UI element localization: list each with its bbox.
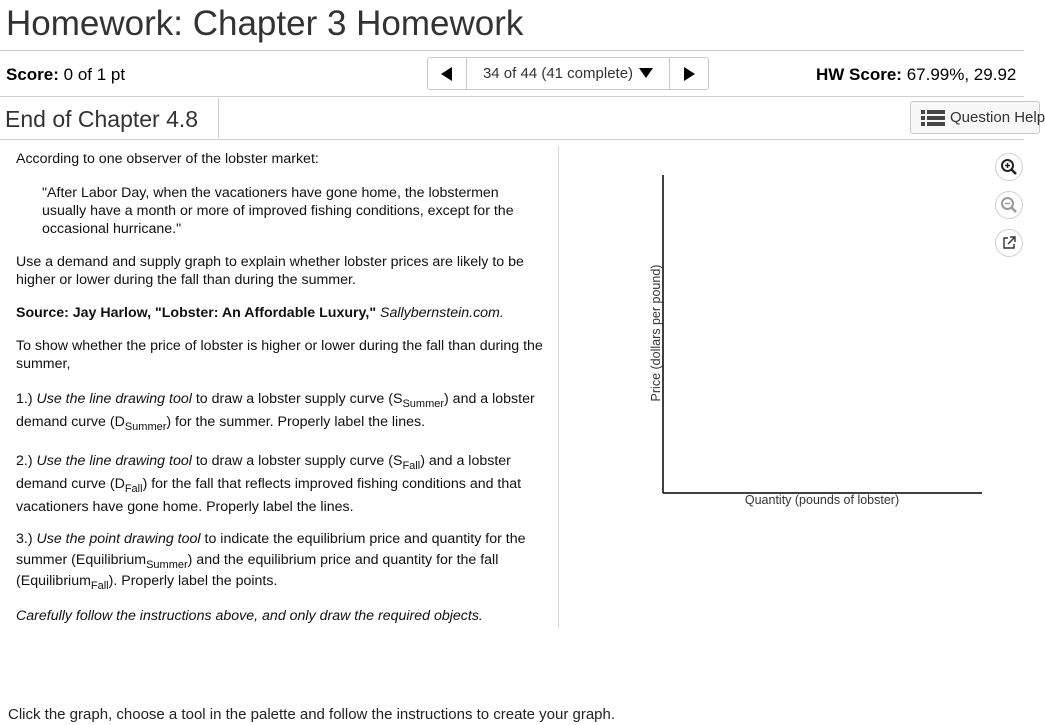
- zoom-out-icon: [1000, 196, 1018, 214]
- question-quote: "After Labor Day, when the vacationers have gone home, the lobstermen usually have a month or more of improved fishing conditions, except for the occasional hurricane.": [42, 185, 514, 237]
- zoom-in-button[interactable]: [995, 153, 1023, 181]
- question-intro: According to one observer of the lobster market:: [16, 151, 319, 167]
- show-text: To show whether the price of lobster is higher or lower during the fall than during the summer,: [16, 338, 543, 372]
- step-2-sub-a: Fall: [402, 460, 421, 472]
- hw-score: [816, 64, 1016, 86]
- step-1-sub-a: Summer: [402, 398, 445, 410]
- step-3-number: 3.): [16, 531, 33, 547]
- source-site: Sallybernstein.com.: [380, 305, 504, 321]
- step-1: [16, 388, 544, 434]
- step-1-text-c: ) for the summer. Properly label the lines.: [166, 414, 426, 430]
- step-3-tool: Use the point drawing tool: [36, 531, 201, 547]
- score-label: Score:: [6, 65, 59, 84]
- previous-question-button[interactable]: [428, 58, 467, 89]
- graph-instructions: Click the graph, choose a tool in the palette and follow the instructions to create your graph.: [8, 706, 616, 723]
- source-label: Source: Jay Harlow, "Lobster: An Affordable Luxury,": [16, 305, 377, 321]
- next-question-button[interactable]: [669, 58, 708, 89]
- step-3-text-c: ). Properly label the points.: [108, 573, 278, 589]
- subheader-divider: [0, 96, 1024, 97]
- step-1-tool: Use the line drawing tool: [36, 391, 192, 407]
- step-3-sub-b: Fall: [90, 580, 109, 592]
- list-icon: [921, 109, 945, 127]
- step-3-sub-a: Summer: [146, 559, 188, 571]
- y-axis-label: Price (dollars per pound): [649, 264, 663, 402]
- step-1-number: 1.): [16, 391, 33, 407]
- zoom-in-icon: [1000, 158, 1018, 176]
- step-2-text-c: ) for the fall that reflects improved fishing conditions and that vacationers have gone home. Properly label the lines.: [16, 476, 522, 515]
- homework-title: Homework: Chapter 3 Homework: [6, 4, 524, 43]
- step-1-text-b: ) and a lobster demand curve (D: [16, 391, 535, 430]
- triangle-left-icon: [441, 67, 453, 81]
- caution-text: [16, 607, 544, 625]
- question-position: 34 of 44 (41 complete): [482, 65, 634, 82]
- step-1-sub-b: Summer: [124, 421, 167, 433]
- score-value: 0 of 1 pt: [63, 65, 126, 84]
- step-3-text-b: ) and the equilibrium price and quantity for the fall (Equilibrium: [16, 552, 499, 589]
- step-3: [16, 529, 544, 592]
- triangle-right-icon: [683, 67, 695, 81]
- step-3-text-a: to indicate the equilibrium price and quantity for the summer (Equilibrium: [16, 531, 526, 568]
- zoom-out-button[interactable]: [995, 191, 1023, 219]
- hw-score-value: 67.99%, 29.92: [906, 65, 1017, 84]
- section-title: End of Chapter 4.8: [5, 106, 199, 132]
- column-divider: [558, 146, 559, 628]
- question-selector[interactable]: [467, 58, 669, 89]
- popout-button[interactable]: [995, 229, 1023, 257]
- score: [6, 64, 125, 86]
- question-source: [16, 304, 544, 322]
- hw-score-label: HW Score:: [816, 65, 902, 84]
- step-2-text-b: ) and a lobster demand curve (D: [16, 453, 511, 492]
- question-prompt: Use a demand and supply graph to explain whether lobster prices are likely to be higher or lower during the fall than during the summer.: [16, 254, 524, 288]
- section-bottom-divider: [0, 139, 1024, 140]
- step-2-text-a: to draw a lobster supply curve (S: [195, 453, 403, 469]
- step-2-number: 2.): [16, 453, 33, 469]
- section-divider: [218, 98, 219, 138]
- external-link-icon: [1001, 235, 1017, 251]
- header-divider: [0, 50, 1024, 51]
- step-2-sub-b: Fall: [124, 483, 143, 495]
- question-help-button[interactable]: [910, 101, 1045, 134]
- graph-canvas[interactable]: [640, 165, 990, 515]
- question-navigator: [427, 57, 709, 90]
- step-2: [16, 450, 544, 519]
- question-text: [16, 150, 544, 625]
- caution-italic: Carefully follow the instructions above, and only draw the required objects.: [16, 608, 483, 624]
- step-1-text-a: to draw a lobster supply curve (S: [195, 391, 403, 407]
- step-2-tool: Use the line drawing tool: [36, 453, 192, 469]
- question-help-label: Question Help: [950, 109, 1045, 126]
- x-axis-label: Quantity (pounds of lobster): [744, 493, 900, 507]
- caret-down-icon: [639, 65, 653, 82]
